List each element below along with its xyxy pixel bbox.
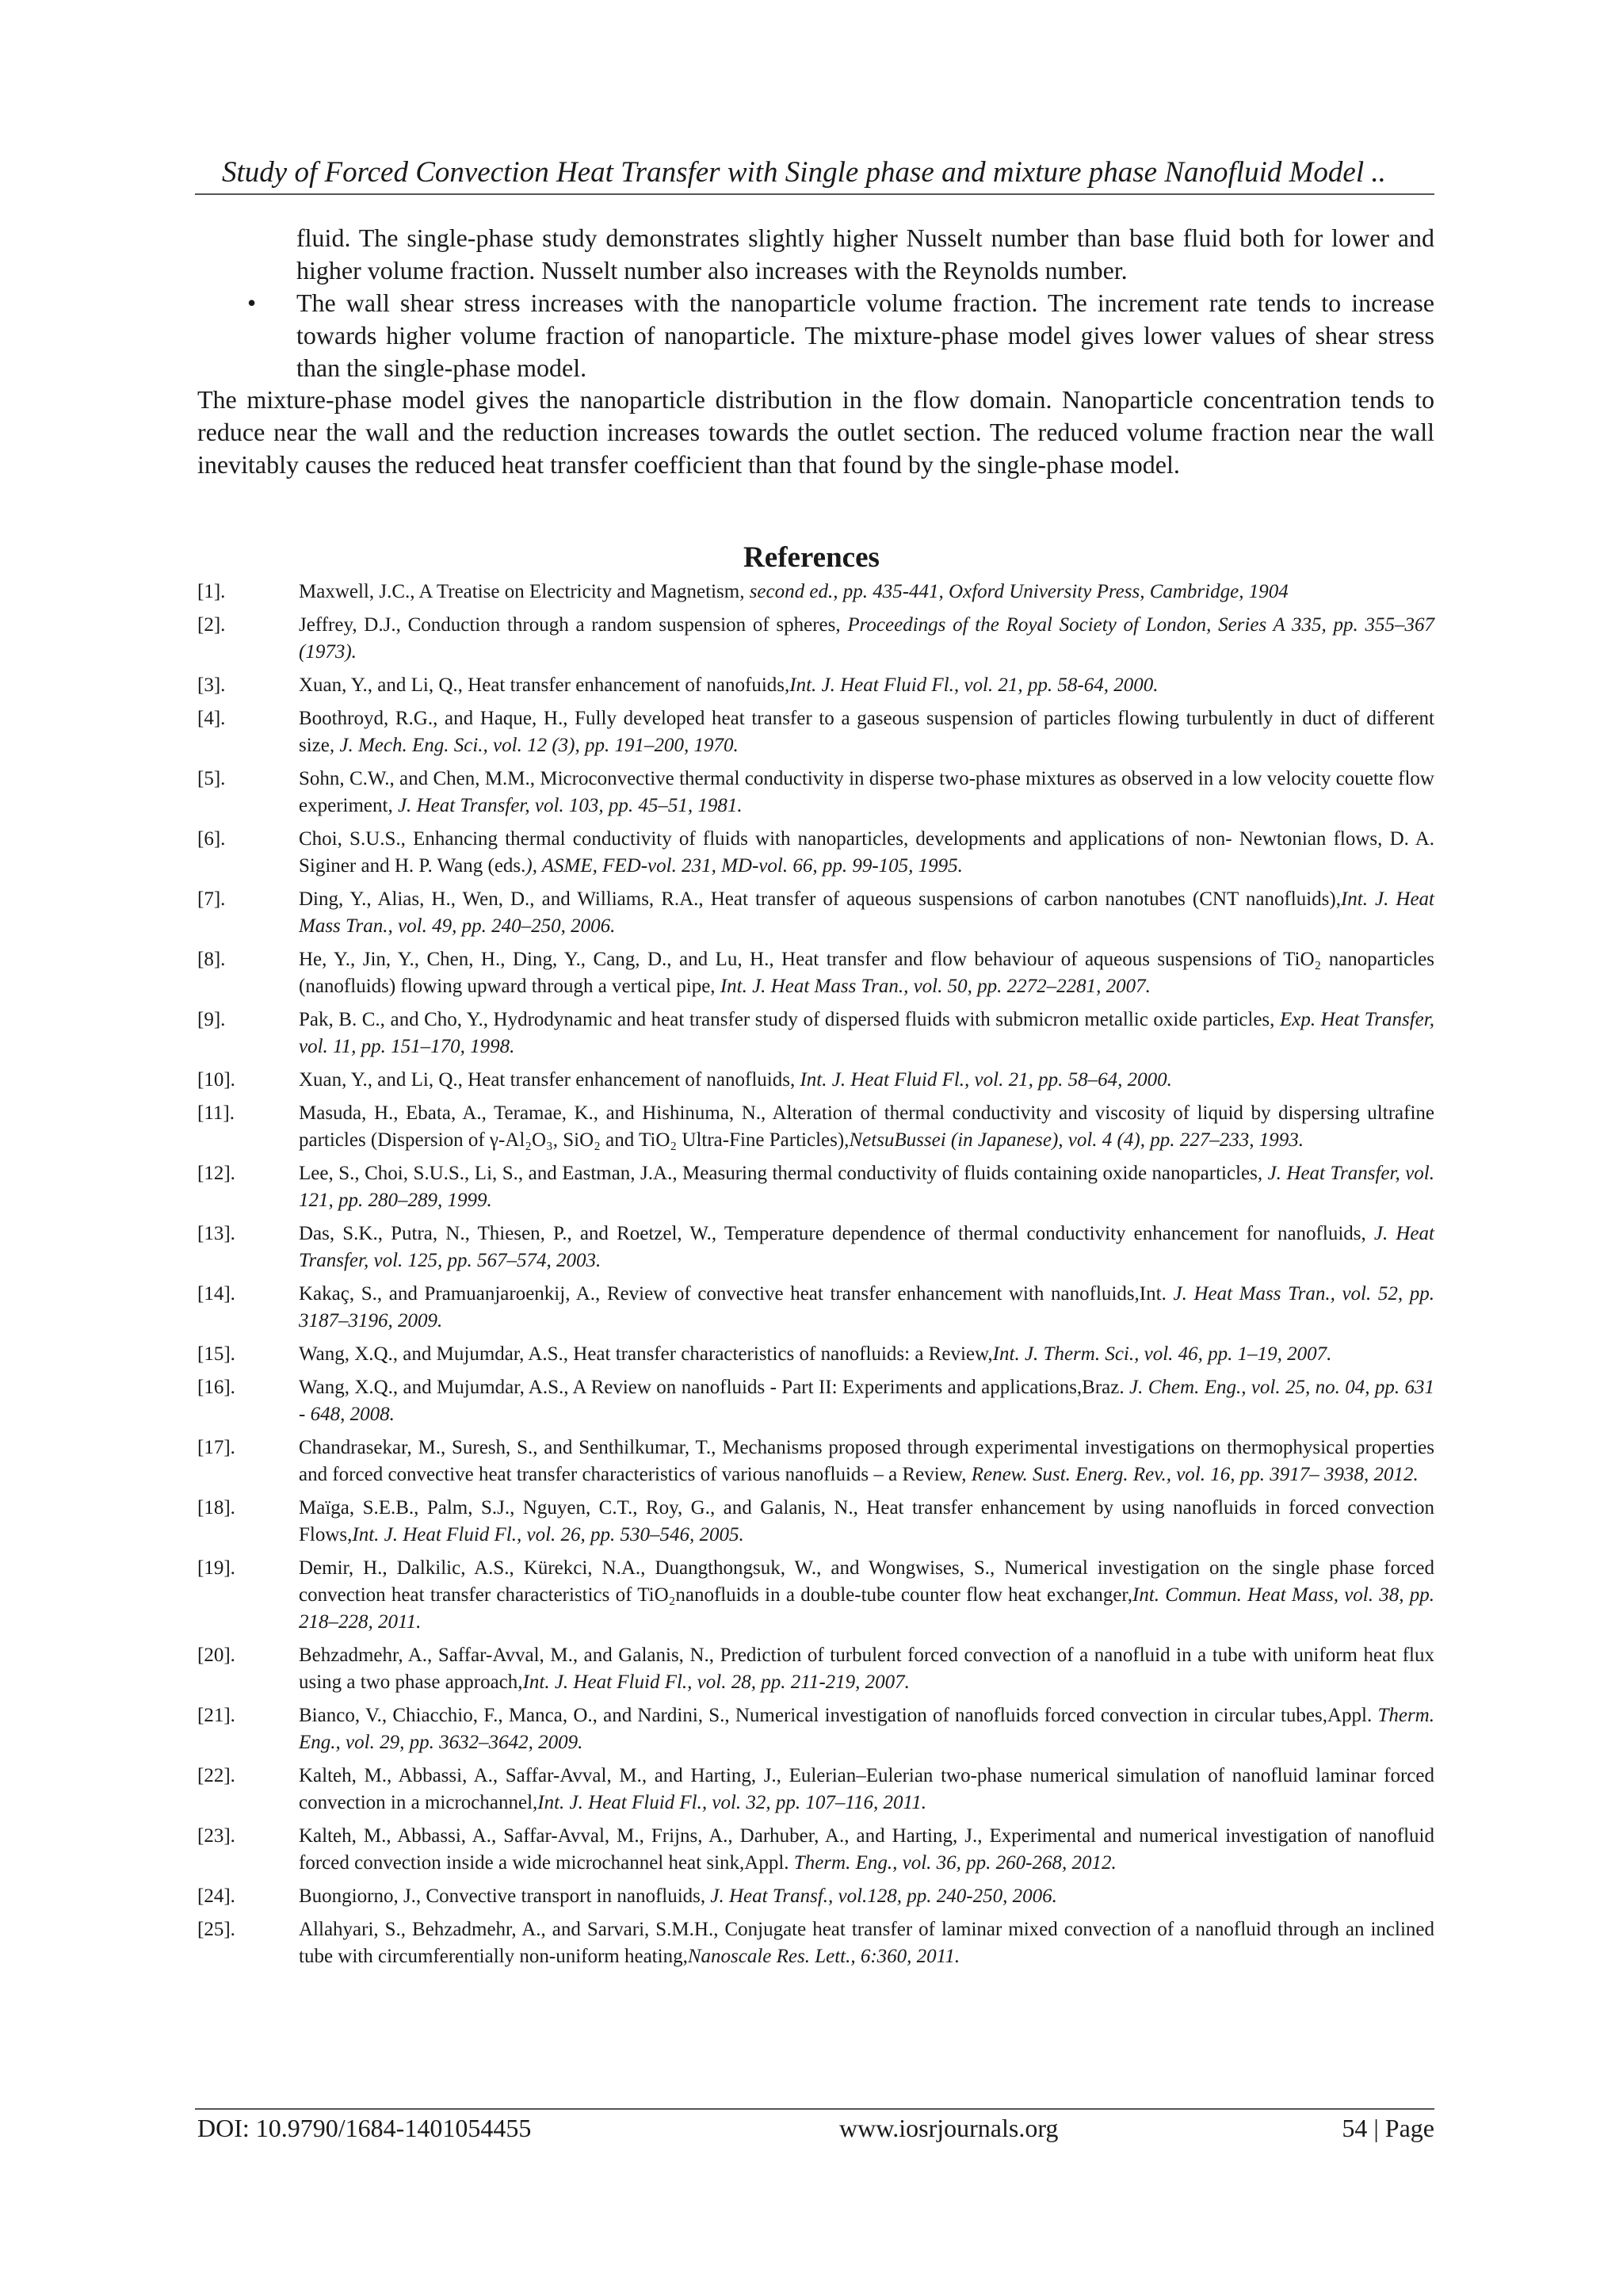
continued-paragraph: fluid. The single-phase study demonstrates slightly higher Nusselt number than base fluid both for lower and higher volume fraction. Nusselt number also increases with the Reynolds number. xyxy=(296,223,1434,285)
reference-number: [6]. xyxy=(197,828,226,850)
reference-journal: J. Heat Transfer, vol. 125, pp. 567–574, 2003. xyxy=(299,1223,1434,1271)
reference-citation: Maïga, S.E.B., Palm, S.J., Nguyen, C.T., Roy, G., and Galanis, N., Heat transfer enhancement by using nanofluids in forced convection Flows, xyxy=(299,1497,1434,1545)
reference-text xyxy=(299,1067,1434,1094)
reference-item xyxy=(197,579,1434,606)
reference-item xyxy=(197,886,1434,940)
reference-text xyxy=(299,1435,1434,1488)
reference-text xyxy=(299,766,1434,819)
reference-journal: Int. J. Therm. Sci., vol. 46, pp. 1–19, 2007. xyxy=(992,1343,1332,1365)
reference-number: [7]. xyxy=(197,888,226,910)
reference-number: [5]. xyxy=(197,768,226,789)
reference-item xyxy=(197,672,1434,699)
reference-number: [20]. xyxy=(197,1645,235,1666)
reference-number: [2]. xyxy=(197,614,226,636)
reference-journal: Int. J. Heat Fluid Fl., vol. 28, pp. 211-219, 2007. xyxy=(522,1671,910,1693)
reference-item xyxy=(197,1067,1434,1094)
bullet-icon: • xyxy=(247,288,257,317)
reference-text xyxy=(299,826,1434,880)
reference-text xyxy=(299,1281,1434,1335)
reference-journal: Therm. Eng., vol. 36, pp. 260-268, 2012. xyxy=(793,1852,1117,1874)
reference-journal: Int. J. Heat Mass Tran., vol. 50, pp. 2272–2281, 2007. xyxy=(720,976,1151,997)
reference-journal: Exp. Heat Transfer, vol. 11, pp. 151–170, 1998. xyxy=(299,1009,1434,1057)
reference-citation: He, Y., Jin, Y., Chen, H., Ding, Y., Cang, D., and Lu, H., Heat transfer and flow behaviour of aqueous suspensions of TiO₂ nanoparticles (nanofluids) flowing upward through a vertical pipe, xyxy=(299,949,1434,997)
reference-number: [10]. xyxy=(197,1069,235,1091)
reference-item xyxy=(197,705,1434,759)
reference-citation: Kalteh, M., Abbassi, A., Saffar-Avval, M., Frijns, A., Darhuber, A., and Harting, J., Experimental and numerical investigation of nanofluid forced convection inside a wide microchannel heat sink,Appl. xyxy=(299,1825,1434,1874)
reference-citation: Bianco, V., Chiacchio, F., Manca, O., and Nardini, S., Numerical investigation of nanofluids forced convection in circular tubes,Appl. xyxy=(299,1705,1378,1726)
reference-number: [3]. xyxy=(197,674,226,696)
reference-journal: Int. J. Heat Fluid Fl., vol. 32, pp. 107–116, 2011. xyxy=(537,1792,926,1813)
reference-citation: Kalteh, M., Abbassi, A., Saffar-Avval, M., and Harting, J., Eulerian–Eulerian two-phase numerical simulation of nanofluid laminar forced convection in a microchannel, xyxy=(299,1765,1434,1813)
reference-citation: Xuan, Y., and Li, Q., Heat transfer enhancement of nanofuids, xyxy=(299,674,790,696)
reference-citation: Pak, B. C., and Cho, Y., Hydrodynamic and heat transfer study of dispersed fluids with submicron metallic oxide particles, xyxy=(299,1009,1280,1030)
reference-journal: Proceedings of the Royal Society of London, Series A 335, pp. 355–367 (1973). xyxy=(299,614,1434,663)
reference-text xyxy=(299,1100,1434,1154)
reference-number: [13]. xyxy=(197,1223,235,1244)
reference-item xyxy=(197,1341,1434,1368)
reference-text xyxy=(299,1702,1434,1756)
reference-journal: Int. J. Heat Fluid Fl., vol. 21, pp. 58–64, 2000. xyxy=(800,1069,1172,1091)
reference-journal: ), ASME, FED-vol. 231, MD-vol. 66, pp. 99-105, 1995. xyxy=(525,855,963,877)
reference-text xyxy=(299,579,1434,606)
reference-item xyxy=(197,1374,1434,1428)
reference-citation: Wang, X.Q., and Mujumdar, A.S., Heat transfer characteristics of nanofluids: a Review, xyxy=(299,1343,993,1365)
reference-citation: Sohn, C.W., and Chen, M.M., Microconvective thermal conductivity in disperse two-phase mixtures as observed in a low velocity couette flow experiment, xyxy=(299,768,1434,816)
reference-item xyxy=(197,1435,1434,1488)
header-divider xyxy=(195,193,1434,195)
reference-item xyxy=(197,1160,1434,1214)
reference-item xyxy=(197,1281,1434,1335)
reference-citation: Choi, S.U.S., Enhancing thermal conductivity of fluids with nanoparticles, developments and applications of non- Newtonian flows, D. A. Siginer and H. P. Wang (eds. xyxy=(299,828,1434,877)
reference-item xyxy=(197,1916,1434,1970)
reference-number: [24]. xyxy=(197,1885,235,1907)
reference-item xyxy=(197,1495,1434,1549)
reference-journal: , J. Heat Transfer, vol. 121, pp. 280–289, 1999. xyxy=(299,1163,1435,1211)
reference-number: [1]. xyxy=(197,581,226,602)
reference-text xyxy=(299,1555,1434,1636)
reference-journal: J. Heat Transf., vol.128, pp. 240-250, 2006. xyxy=(710,1885,1057,1907)
reference-item xyxy=(197,766,1434,819)
reference-citation: Behzadmehr, A., Saffar-Avval, M., and Galanis, N., Prediction of turbulent forced convection of a nanofluid in a tube with uniform heat flux using a two phase approach, xyxy=(299,1645,1434,1693)
reference-item xyxy=(197,1823,1434,1877)
reference-text xyxy=(299,946,1434,1000)
footer-doi: DOI: 10.9790/1684-1401054455 xyxy=(197,2114,532,2142)
reference-item xyxy=(197,1702,1434,1756)
reference-item xyxy=(197,1100,1434,1154)
reference-journal: Int. Commun. Heat Mass, vol. 38, pp. 218–228, 2011. xyxy=(299,1584,1434,1633)
reference-citation: Demir, H., Dalkilic, A.S., Kürekci, N.A., Duangthongsuk, W., and Wongwises, S., Numerical investigation on the single phase forced convection heat transfer characteristics of TiO₂nanofluids in a double-tube counter flow heat exchanger, xyxy=(299,1557,1434,1606)
reference-item xyxy=(197,1007,1434,1060)
reference-text xyxy=(299,1007,1434,1060)
reference-citation: Chandrasekar, M., Suresh, S., and Senthilkumar, T., Mechanisms proposed through experimental investigations on thermophysical properties and forced convective heat transfer characteristics of various nanofluids – a Review, xyxy=(299,1437,1434,1485)
reference-citation: Boothroyd, R.G., and Haque, H., Fully developed heat transfer to a gaseous suspension of particles flowing turbulently in duct of different size xyxy=(299,708,1434,756)
reference-text xyxy=(299,1763,1434,1817)
reference-journal: , second ed., pp. 435-441, Oxford University Press, Cambridge, 1904 xyxy=(739,581,1289,602)
reference-number: [4]. xyxy=(197,708,226,729)
references-heading: References xyxy=(743,541,880,574)
reference-number: [9]. xyxy=(197,1009,226,1030)
reference-journal: Int. J. Heat Fluid Fl., vol. 21, pp. 58-64, 2000. xyxy=(789,674,1159,696)
reference-number: [12]. xyxy=(197,1163,235,1184)
reference-item xyxy=(197,1883,1434,1910)
reference-text xyxy=(299,612,1434,666)
reference-citation: Ding, Y., Alias, H., Wen, D., and Williams, R.A., Heat transfer of aqueous suspensions of carbon nanotubes (CNT nanofluids), xyxy=(299,888,1341,910)
reference-text xyxy=(299,1916,1434,1970)
reference-text xyxy=(299,1221,1434,1274)
reference-citation: Wang, X.Q., and Mujumdar, A.S., A Review on nanofluids - Part II: Experiments and applications,Braz. xyxy=(299,1377,1130,1398)
reference-number: [23]. xyxy=(197,1825,235,1847)
reference-text xyxy=(299,705,1434,759)
reference-number: [17]. xyxy=(197,1437,235,1458)
reference-number: [15]. xyxy=(197,1343,235,1365)
reference-journal: J. Heat Transfer, vol. 103, pp. 45–51, 1981. xyxy=(397,795,743,816)
reference-text xyxy=(299,1160,1434,1214)
reference-citation: Kakaç, S., and Pramuanjaroenkij, A., Review of convective heat transfer enhancement with nanofluids,Int. xyxy=(299,1283,1174,1305)
body-paragraph: The mixture-phase model gives the nanoparticle distribution in the flow domain. Nanoparticle concentration tends to reduce near the wall and the reduction increases towards the outlet section. The reduced volume fraction near the wall inevitably causes the reduced heat transfer coefficient than that found by the single-phase model. xyxy=(197,385,1434,479)
reference-journal: Nanoscale Res. Lett., 6:360, 2011. xyxy=(687,1946,960,1967)
reference-number: [14]. xyxy=(197,1283,235,1305)
reference-item xyxy=(197,612,1434,666)
reference-item xyxy=(197,1221,1434,1274)
reference-item xyxy=(197,1763,1434,1817)
reference-number: [11]. xyxy=(197,1102,235,1124)
reference-text xyxy=(299,1823,1434,1877)
reference-text xyxy=(299,1883,1434,1910)
reference-number: [19]. xyxy=(197,1557,235,1579)
footer-page-number: 54 | Page xyxy=(1342,2114,1434,2142)
footer-divider xyxy=(195,2108,1434,2110)
reference-journal: Int. J. Heat Mass Tran., vol. 49, pp. 240–250, 2006. xyxy=(299,888,1434,937)
reference-number: [25]. xyxy=(197,1919,235,1940)
reference-journal: NetsuBussei (in Japanese), vol. 4 (4), pp. 227–233, 1993. xyxy=(849,1129,1304,1151)
reference-journal: J. Heat Mass Tran., vol. 52, pp. 3187–3196, 2009. xyxy=(299,1283,1434,1331)
page-header-title: Study of Forced Convection Heat Transfer with Single phase and mixture phase Nanofluid Model .. xyxy=(222,156,1386,189)
reference-text xyxy=(299,1642,1434,1696)
reference-citation: Masuda, H., Ebata, A., Teramae, K., and Hishinuma, N., Alteration of thermal conductivity and viscosity of liquid by dispersing ultrafine particles (Dispersion of γ-Al₂O₃, SiO₂ and TiO₂ Ultra-Fine Particles), xyxy=(299,1102,1434,1151)
reference-number: [16]. xyxy=(197,1377,235,1398)
reference-number: [21]. xyxy=(197,1705,235,1726)
reference-item xyxy=(197,826,1434,880)
footer-website: www.iosrjournals.org xyxy=(839,2114,1059,2142)
reference-citation: Buongiorno, J., Convective transport in nanofluids, xyxy=(299,1885,711,1907)
reference-number: [8]. xyxy=(197,949,226,970)
reference-item xyxy=(197,1555,1434,1636)
reference-citation: Lee, S., Choi, S.U.S., Li, S., and Eastman, J.A., Measuring thermal conductivity of fluids containing oxide nanoparticles xyxy=(299,1163,1258,1184)
reference-text xyxy=(299,886,1434,940)
reference-number: [22]. xyxy=(197,1765,235,1786)
reference-citation: Xuan, Y., and Li, Q., Heat transfer enhancement of nanofluids, xyxy=(299,1069,800,1091)
reference-journal: J. Chem. Eng., vol. 25, no. 04, pp. 631 - 648, 2008. xyxy=(299,1377,1435,1425)
reference-text xyxy=(299,1374,1434,1428)
reference-text xyxy=(299,1341,1434,1368)
reference-number: [18]. xyxy=(197,1497,235,1519)
reference-journal: , J. Mech. Eng. Sci., vol. 12 (3), pp. 191–200, 1970. xyxy=(329,735,739,756)
reference-citation: Maxwell, J.C., A Treatise on Electricity and Magnetism xyxy=(299,581,740,602)
reference-journal: Int. J. Heat Fluid Fl., vol. 26, pp. 530–546, 2005. xyxy=(352,1524,744,1545)
reference-item xyxy=(197,1642,1434,1696)
reference-journal: Therm. Eng., vol. 29, pp. 3632–3642, 2009. xyxy=(299,1705,1434,1753)
reference-journal: Renew. Sust. Energ. Rev., vol. 16, pp. 3917– 3938, 2012. xyxy=(971,1464,1419,1485)
bullet-item: The wall shear stress increases with the nanoparticle volume fraction. The increment rate tends to increase towards higher volume fraction of nanoparticle. The mixture-phase model gives lower values of shear stress than the single-phase model. xyxy=(296,288,1434,382)
reference-citation: Allahyari, S., Behzadmehr, A., and Sarvari, S.M.H., Conjugate heat transfer of laminar mixed convection of a nanofluid through an inclined tube with circumferentially non-uniform heating, xyxy=(299,1919,1434,1967)
reference-text xyxy=(299,672,1434,699)
reference-list xyxy=(197,579,1434,1977)
reference-text xyxy=(299,1495,1434,1549)
reference-citation: Das, S.K., Putra, N., Thiesen, P., and Roetzel, W., Temperature dependence of thermal conductivity enhancement for nanofluids, xyxy=(299,1223,1374,1244)
reference-item xyxy=(197,946,1434,1000)
reference-citation: Jeffrey, D.J., Conduction through a random suspension of spheres, xyxy=(299,614,848,636)
